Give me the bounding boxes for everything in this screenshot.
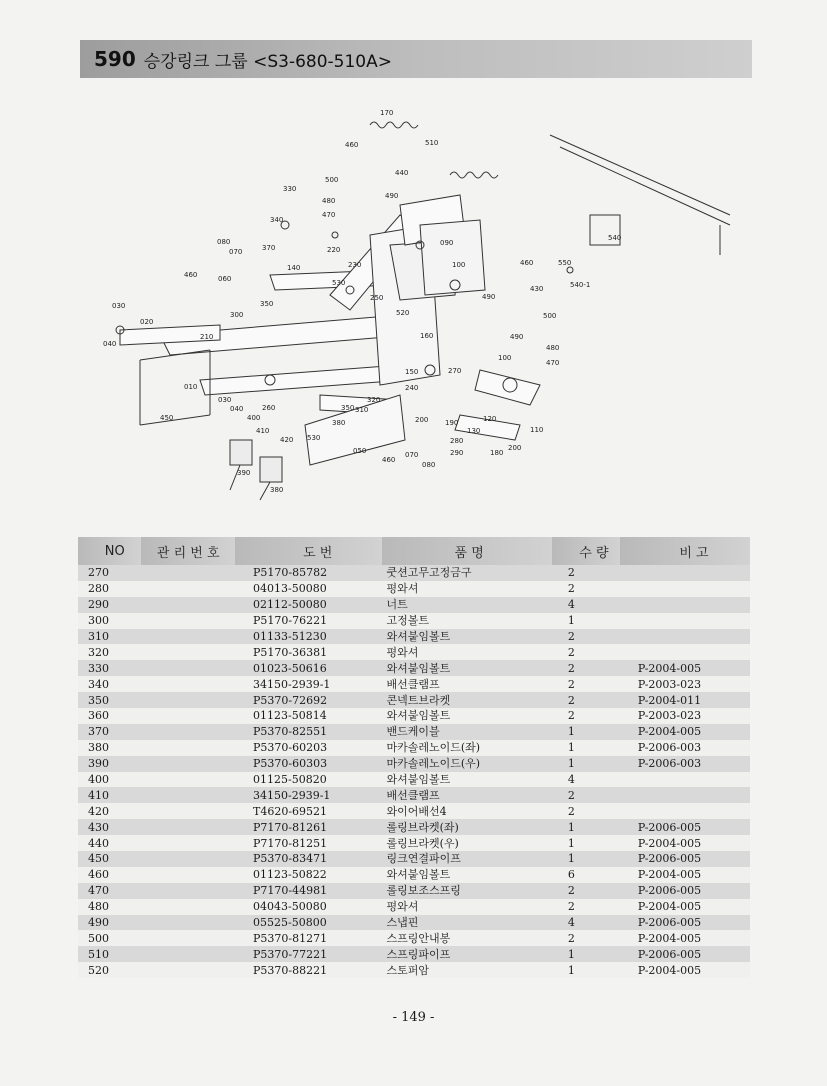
cell-qty: 2 [552,899,620,915]
cell-remark [620,787,750,803]
cell-name: 배선클램프 [382,676,551,692]
cell-qty: 1 [552,756,620,772]
cell-name: 와셔붙임볼트 [382,772,551,788]
table-row [78,565,750,581]
cell-mgmt [141,883,235,899]
cell-name: 롤링브라켓(우) [382,835,551,851]
cell-qty: 1 [552,724,620,740]
cell-mgmt [141,819,235,835]
cell-name: 쿳션고무고정금구 [382,565,551,581]
cell-no: 470 [78,883,141,899]
cell-part: P5370-60203 [235,740,382,756]
cell-part: P5370-81271 [235,930,382,946]
callout: 040 [103,340,117,348]
cell-qty: 4 [552,772,620,788]
table-row [78,740,750,756]
table-row [78,867,750,883]
cell-mgmt [141,676,235,692]
cell-name: 와이어배선4 [382,803,551,819]
callout: 490 [385,192,399,200]
table-header-row [78,537,750,565]
table-row [78,597,750,613]
cell-no: 430 [78,819,141,835]
cell-qty: 2 [552,930,620,946]
cell-qty: 2 [552,883,620,899]
cell-remark: P-2006-005 [620,851,750,867]
callout: 470 [322,211,336,219]
callout: 420 [280,436,294,444]
exploded-parts-diagram [100,95,800,515]
table-row [78,883,750,899]
cell-no: 300 [78,613,141,629]
cell-remark [620,803,750,819]
cell-no: 280 [78,581,141,597]
callout: 530 [332,279,346,287]
cell-name: 롤링보조스프링 [382,883,551,899]
cell-name: 와셔붙임볼트 [382,708,551,724]
cell-qty: 2 [552,629,620,645]
cell-mgmt [141,581,235,597]
callout: 300 [230,311,244,319]
table-row [78,692,750,708]
cell-name: 콘넥트브라켓 [382,692,551,708]
cell-qty: 6 [552,867,620,883]
table-row [78,581,750,597]
group-number: 590 [94,47,136,71]
cell-name: 마카솔레노이드(우) [382,756,551,772]
cell-name: 스토퍼암 [382,962,551,978]
cell-mgmt [141,756,235,772]
cell-part: 34150-2939-1 [235,787,382,803]
cell-remark: P-2006-005 [620,915,750,931]
callout: 490 [482,293,496,301]
cell-mgmt [141,867,235,883]
cell-qty: 4 [552,597,620,613]
cell-remark [620,629,750,645]
cell-name: 링크연결파이프 [382,851,551,867]
cell-part: 02112-50080 [235,597,382,613]
col-mgmt: 관 리 번 호 [141,537,235,565]
cell-remark: P-2003-023 [620,676,750,692]
cell-qty: 2 [552,692,620,708]
cell-part: P5370-88221 [235,962,382,978]
cell-part: P7170-81261 [235,819,382,835]
cell-part: T4620-69521 [235,803,382,819]
cell-mgmt [141,803,235,819]
diagram-drawing [116,122,730,500]
cell-remark: P-2004-005 [620,962,750,978]
callout: 030 [112,302,126,310]
callout: 190 [445,419,459,427]
cell-part: P5370-77221 [235,946,382,962]
callout: 310 [355,406,369,414]
group-title: 승강링크 그룹 <S3-680-510A> [143,51,392,72]
cell-qty: 2 [552,581,620,597]
cell-remark: P-2004-005 [620,724,750,740]
cell-name: 스냅핀 [382,915,551,931]
cell-no: 290 [78,597,141,613]
cell-name: 배선클램프 [382,787,551,803]
cell-no: 450 [78,851,141,867]
callout: 480 [546,344,560,352]
callout: 110 [530,426,544,434]
col-qty: 수 량 [552,537,620,565]
cell-part: P7170-81251 [235,835,382,851]
cell-mgmt [141,724,235,740]
callout: 370 [262,244,276,252]
cell-qty: 1 [552,962,620,978]
callout: 130 [467,427,481,435]
callout: 530 [307,434,321,442]
callout: 200 [508,444,522,452]
cell-no: 370 [78,724,141,740]
table-row [78,787,750,803]
cell-qty: 1 [552,851,620,867]
cell-mgmt [141,708,235,724]
cell-part: P5170-85782 [235,565,382,581]
cell-no: 270 [78,565,141,581]
callout: 070 [405,451,419,459]
cell-part: P5370-72692 [235,692,382,708]
cell-part: 01133-51230 [235,629,382,645]
group-header [80,40,752,78]
callout: 220 [327,246,341,254]
cell-remark: P-2004-005 [620,867,750,883]
callout: 490 [510,333,524,341]
callout: 120 [483,415,497,423]
cell-remark: P-2004-005 [620,660,750,676]
cell-no: 440 [78,835,141,851]
callout: 540 [608,234,622,242]
parts-table [78,537,750,978]
cell-remark [620,613,750,629]
callout: 030 [218,396,232,404]
callout: 380 [332,419,346,427]
cell-qty: 2 [552,803,620,819]
cell-no: 410 [78,787,141,803]
callout: 180 [490,449,504,457]
callout: 240 [405,384,419,392]
cell-mgmt [141,835,235,851]
cell-name: 와셔붙임볼트 [382,867,551,883]
cell-remark: P-2004-005 [620,835,750,851]
table-row [78,708,750,724]
cell-name: 스프링안내봉 [382,930,551,946]
cell-remark [620,565,750,581]
cell-mgmt [141,613,235,629]
table-row [78,946,750,962]
cell-qty: 2 [552,787,620,803]
cell-no: 350 [78,692,141,708]
cell-remark: P-2006-005 [620,819,750,835]
callout: 100 [498,354,512,362]
callout: 210 [200,333,214,341]
callout: 090 [440,239,454,247]
callout: 010 [184,383,198,391]
col-no: NO [78,537,141,565]
cell-name: 마카솔레노이드(좌) [382,740,551,756]
callout: 480 [322,197,336,205]
cell-mgmt [141,899,235,915]
callout: 460 [382,456,396,464]
callout: 550 [558,259,572,267]
cell-part: 04013-50080 [235,581,382,597]
callout: 200 [415,416,429,424]
callout: 230 [348,261,362,269]
cell-qty: 1 [552,946,620,962]
cell-remark [620,644,750,660]
cell-no: 320 [78,644,141,660]
table-row [78,629,750,645]
cell-no: 380 [78,740,141,756]
cell-mgmt [141,930,235,946]
cell-no: 360 [78,708,141,724]
callout: 250 [370,294,384,302]
table-row [78,644,750,660]
cell-mgmt [141,946,235,962]
cell-name: 와셔붙임볼트 [382,629,551,645]
callout: 350 [260,300,274,308]
cell-remark: P-2004-005 [620,930,750,946]
callout: 040 [230,405,244,413]
callout: 260 [262,404,276,412]
cell-no: 390 [78,756,141,772]
cell-no: 500 [78,930,141,946]
cell-name: 평와셔 [382,899,551,915]
table-row [78,772,750,788]
cell-no: 310 [78,629,141,645]
cell-remark: P-2003-023 [620,708,750,724]
table-row [78,660,750,676]
callout: 520 [396,309,410,317]
cell-mgmt [141,962,235,978]
cell-mgmt [141,851,235,867]
callout: 080 [217,238,231,246]
cell-mgmt [141,660,235,676]
cell-mgmt [141,787,235,803]
table-row [78,819,750,835]
callout: 150 [405,368,419,376]
callout: 290 [450,449,464,457]
table-row [78,676,750,692]
callout: 510 [425,139,439,147]
cell-part: P5370-83471 [235,851,382,867]
callout: 330 [283,185,297,193]
callout: 500 [543,312,557,320]
cell-name: 밴드케이블 [382,724,551,740]
callout: 280 [450,437,464,445]
callout: 340 [270,216,284,224]
callout: 470 [546,359,560,367]
cell-remark: P-2004-011 [620,692,750,708]
cell-part: 01125-50820 [235,772,382,788]
cell-no: 520 [78,962,141,978]
cell-mgmt [141,629,235,645]
callout: 450 [160,414,174,422]
cell-name: 평와셔 [382,581,551,597]
cell-name: 롤링브라켓(좌) [382,819,551,835]
cell-part: P5370-60303 [235,756,382,772]
cell-part: 01123-50822 [235,867,382,883]
cell-no: 460 [78,867,141,883]
cell-mgmt [141,915,235,931]
callout: 410 [256,427,270,435]
cell-part: 05525-50800 [235,915,382,931]
table-row [78,915,750,931]
cell-qty: 4 [552,915,620,931]
cell-name: 평와셔 [382,644,551,660]
cell-no: 340 [78,676,141,692]
cell-mgmt [141,565,235,581]
callout: 080 [422,461,436,469]
cell-part: P7170-44981 [235,883,382,899]
cell-remark [620,597,750,613]
cell-remark: P-2006-003 [620,740,750,756]
cell-no: 400 [78,772,141,788]
cell-mgmt [141,772,235,788]
table-row [78,930,750,946]
cell-mgmt [141,644,235,660]
col-remark: 비 고 [620,537,750,565]
callout: 140 [287,264,301,272]
cell-part: 04043-50080 [235,899,382,915]
cell-qty: 2 [552,660,620,676]
callout: 170 [380,109,394,117]
callout: 460 [345,141,359,149]
callout: 270 [448,367,462,375]
cell-remark: P-2004-005 [620,899,750,915]
cell-part: 01123-50814 [235,708,382,724]
cell-no: 330 [78,660,141,676]
table-row [78,803,750,819]
callout: 460 [184,271,198,279]
cell-name: 스프링파이프 [382,946,551,962]
cell-no: 420 [78,803,141,819]
cell-remark: P-2006-005 [620,946,750,962]
cell-name: 고정볼트 [382,613,551,629]
table-row [78,756,750,772]
cell-name: 와셔붙임볼트 [382,660,551,676]
table-row [78,962,750,978]
callout: 050 [353,447,367,455]
cell-part: P5170-76221 [235,613,382,629]
callout: 100 [452,261,466,269]
cell-mgmt [141,597,235,613]
cell-qty: 2 [552,676,620,692]
callout: 070 [229,248,243,256]
cell-qty: 1 [552,613,620,629]
callout: 390 [237,469,251,477]
callout: 430 [530,285,544,293]
callout: 160 [420,332,434,340]
table-row [78,613,750,629]
callout: 350 [341,404,355,412]
table-row [78,724,750,740]
cell-part: 34150-2939-1 [235,676,382,692]
cell-mgmt [141,692,235,708]
cell-qty: 2 [552,565,620,581]
cell-no: 510 [78,946,141,962]
cell-no: 480 [78,899,141,915]
cell-remark: P-2006-005 [620,883,750,899]
col-part: 도 번 [235,537,382,565]
cell-qty: 1 [552,819,620,835]
cell-qty: 1 [552,835,620,851]
cell-no: 490 [78,915,141,931]
callout: 380 [270,486,284,494]
page-number: - 149 - [392,1010,435,1025]
callout: 320 [367,396,381,404]
callout: 500 [325,176,339,184]
callout: 440 [395,169,409,177]
cell-remark [620,581,750,597]
table-row [78,835,750,851]
callout: 020 [140,318,154,326]
cell-remark [620,772,750,788]
cell-part: P5370-82551 [235,724,382,740]
cell-part: P5170-36381 [235,644,382,660]
callout: 400 [247,414,261,422]
cell-qty: 2 [552,644,620,660]
table-row [78,851,750,867]
cell-part: 01023-50616 [235,660,382,676]
cell-qty: 2 [552,708,620,724]
cell-qty: 1 [552,740,620,756]
callout: 540-1 [570,281,591,289]
cell-remark: P-2006-003 [620,756,750,772]
callout: 460 [520,259,534,267]
table-row [78,899,750,915]
callout: 060 [218,275,232,283]
col-name: 품 명 [382,537,551,565]
cell-name: 너트 [382,597,551,613]
cell-mgmt [141,740,235,756]
